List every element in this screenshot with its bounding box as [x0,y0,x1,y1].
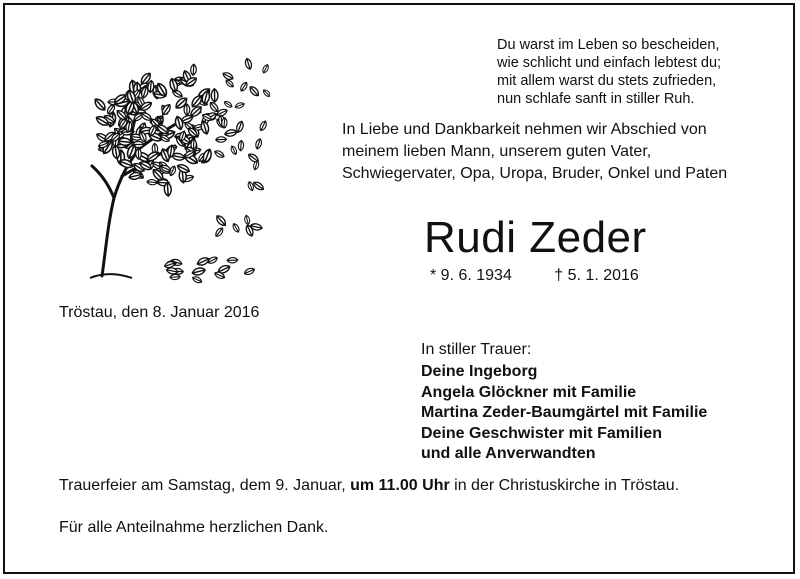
leaf-icon [190,64,196,76]
poem-line: mit allem warst du stets zufrieden, [497,73,717,89]
mourner: Martina Zeder-Baumgärtel mit Familie [421,404,708,421]
leaf-icon [191,139,197,150]
leaf-icon [135,148,141,159]
poem-line: wie schlicht und einfach lebtest du; [497,55,722,71]
death-date: † 5. 1. 2016 [554,267,639,284]
leaf-icon [259,120,268,132]
place-date: Tröstau, den 8. Januar 2016 [59,304,260,321]
leaf-icon [192,267,206,277]
life-dates [430,266,639,286]
leaf-icon [234,102,245,110]
leaf-icon [211,89,218,102]
poem [497,36,721,108]
mourner: Deine Ingeborg [421,363,538,380]
leaf-icon [223,100,233,109]
leaf-icon [252,180,265,191]
service-time: um 11.00 Uhr [350,477,450,494]
leaf-icon [196,256,210,267]
leaf-icon [247,152,260,164]
leaf-icon [208,101,220,114]
thanks-line: Für alle Anteilnahme herzlichen Dank. [59,519,329,536]
leaf-icon [227,257,238,263]
leaf-icon [170,274,180,280]
leaf-icon [216,137,227,143]
leaf-icon [215,214,228,228]
leaf-icon [243,267,255,276]
leaf-icon [213,149,225,159]
leaf-icon [255,138,263,150]
mourners-heading: In stiller Trauer: [421,341,532,358]
service-text: Trauerfeier am Samstag, dem 9. Januar, [59,477,351,494]
leaf-icon [224,129,237,137]
leaf-icon [214,226,225,237]
leaf-icon [244,215,251,225]
poem-line: Du warst im Leben so bescheiden, [497,37,720,53]
leaf-icon [248,85,260,98]
service-location: in der Christuskirche in Tröstau. [449,477,680,494]
deceased-name: Rudi Zeder [424,213,647,262]
leaf-icon [222,71,235,81]
mourner: Deine Geschwister mit Familien [421,424,662,442]
leaf-icon [147,179,158,185]
mourner: und alle Anverwandten [421,445,596,462]
leaf-icon [231,222,240,233]
leaf-icon [164,182,172,196]
leaf-icon [238,140,244,151]
leaf-icon [244,58,253,70]
mourners-list [421,362,707,465]
farewell-text: In Liebe und Dankbarkeit nehmen wir Abschied von meinem lieben Mann, unserem guten Vater, Schwiegervater, Opa, Uropa, Bruder, Onkel und Paten [342,121,728,182]
leaf-icon [176,163,191,175]
leaf-icon [93,97,108,112]
leaf-icon [262,88,270,98]
leaf-icon [261,64,269,74]
leaf-icon [192,275,203,284]
windblown-tree-icon [70,38,270,286]
leaf-icon [230,145,238,155]
mourner: Angela Glöckner mit Familie [421,383,637,401]
leaf-icon [239,81,249,92]
birth-date: * 9. 6. 1934 [430,267,512,284]
funeral-service-info [59,476,699,497]
poem-line: nun schlafe sanft in stiller Ruh. [497,91,695,107]
